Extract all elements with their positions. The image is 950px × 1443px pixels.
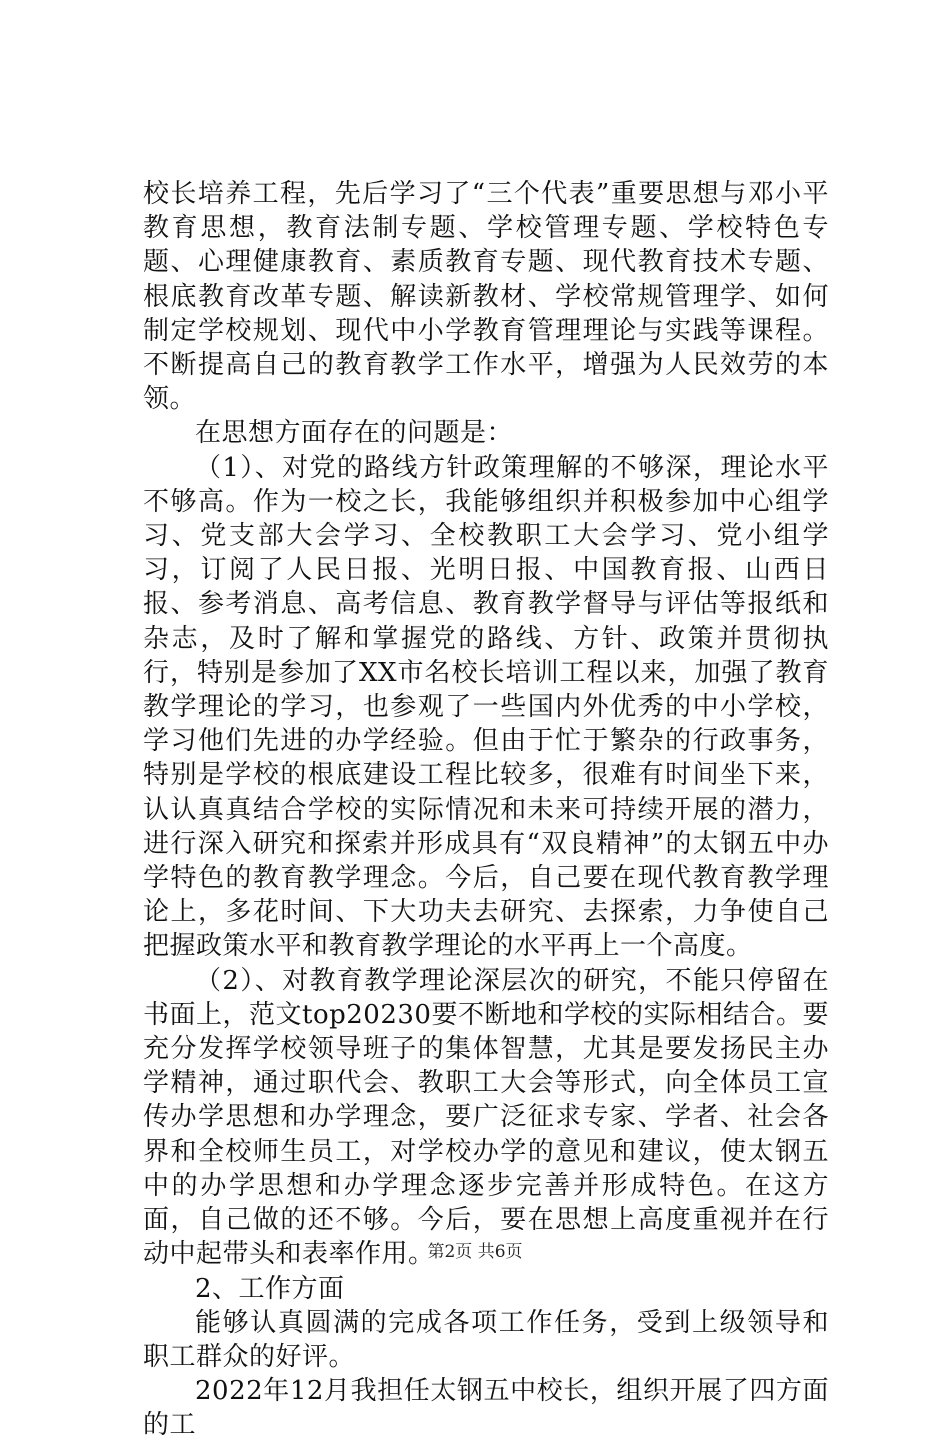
paragraph-4: （2）、对教育教学理论深层次的研究，不能只停留在书面上，范文top20230要不断地和学校的实际相结合。要充分发挥学校领导班子的集体智慧，尤其是要发扬民主办学精神，通过职代会、教职工大会等形式，向全体员工宣传办学思想和办学理念，要广泛征求专家、学者、社会各界和全校师生员工，对学校办学的意见和建议，使太钢五中的办学思想和办学理念逐步完善并形成特色。在这方面，自己做的还不够。今后，要在思想上高度重视并在行动中起带头和表率作用。 <box>143 965 829 1270</box>
paragraph-1: 校长培养工程，先后学习了“三个代表”重要思想与邓小平教育思想，教育法制专题、学校管理专题、学校特色专题、心理健康教育、素质教育专题、现代教育技术专题、根底教育改革专题、解读新教材、学校常规管理学、如何制定学校规划、现代中小学教育管理理论与实践等课程。不断提高自己的教育教学工作水平，增强为人民效劳的本领。 <box>143 179 829 415</box>
paragraph-2: 在思想方面存在的问题是： <box>195 418 514 449</box>
section-heading-work: 2、工作方面 <box>195 1273 345 1304</box>
paragraph-6: 能够认真圆满的完成各项工作任务，受到上级领导和职工群众的好评。 <box>143 1307 829 1372</box>
page-number: 第2页 共6页 <box>427 1242 523 1262</box>
paragraph-3: （1）、对党的路线方针政策理解的不够深，理论水平不够高。作为一校之长，我能够组织并积极参加中心组学习、党支部大会学习、全校教职工大会学习、党小组学习，订阅了人民日报、光明日报、中国教育报、山西日报、参考消息、高考信息、教育教学督导与评估等报纸和杂志，及时了解和掌握党的路线、方针、政策并贯彻执行，特别是参加了XX市名校长培训工程以来，加强了教育教学理论的学习，也参观了一些国内外优秀的中小学校，学习他们先进的办学经验。但由于忙于繁杂的行政事务，特别是学校的根底建设工程比较多，很难有时间坐下来，认认真真结合学校的实际情况和未来可持续开展的潜力，进行深入研究和探索并形成具有“双良精神”的太钢五中办学特色的教育教学理念。今后，自己要在现代教育教学理论上，多花时间、下大功夫去研究、去探索，力争使自己把握政策水平和教育教学理论的水平再上一个高度。 <box>143 452 829 962</box>
paragraph-7: 2022年12月我担任太钢五中校长，组织开展了四方面的工 <box>143 1376 829 1441</box>
page-footer <box>0 1240 950 1264</box>
